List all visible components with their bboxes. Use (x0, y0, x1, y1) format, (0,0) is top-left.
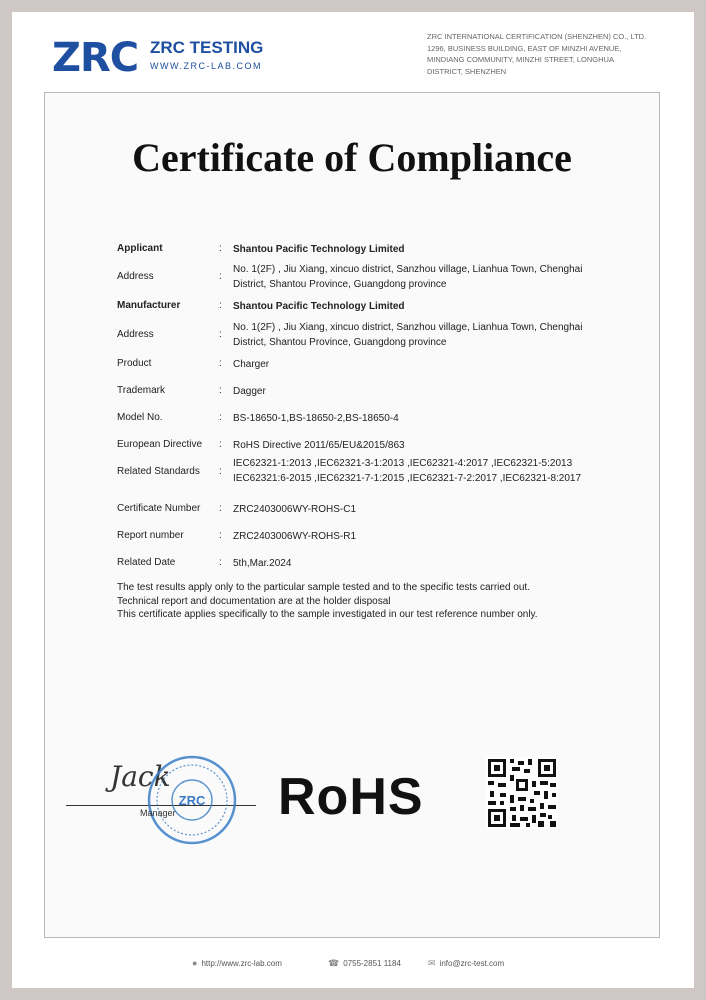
note-line: Technical report and documentation are at the holder disposal (117, 595, 391, 607)
field-value: ZRC2403006WY-ROHS-C1 (233, 504, 357, 515)
field-colon: : (219, 557, 222, 568)
field-colon: : (219, 503, 222, 514)
field-value: Shantou Pacific Technology Limited (233, 301, 405, 312)
field-colon: : (219, 412, 222, 423)
company-line: ZRC INTERNATIONAL CERTIFICATION (SHENZHEN) CO., LTD. (427, 32, 647, 41)
certification-stamp (146, 754, 238, 846)
field-value: BS-18650-1,BS-18650-2,BS-18650-4 (233, 413, 399, 424)
field-value (233, 263, 633, 292)
address-line: No. 1(2F) , Jiu Xiang, xincuo district, Sanzhou village, Lianhua Town, Chenghai (233, 322, 583, 333)
note-line: The test results apply only to the particular sample tested and to the specific tests carried out. (117, 582, 530, 593)
company-logo (52, 36, 272, 86)
field-colon: : (219, 358, 222, 369)
note-line: This certificate applies specifically to the sample investigated in our test reference number only. (117, 609, 538, 620)
field-label: Manufacturer (117, 300, 181, 311)
manager-label: Manager (140, 808, 176, 818)
address-line: District, Shantou Province, Guangdong province (233, 278, 447, 290)
standards-line: IEC62321-1:2013 ,IEC62321-3-1:2013 ,IEC62321-4:2017 ,IEC62321-5:2013 (233, 458, 573, 469)
company-line: DISTRICT, SHENZHEN (427, 66, 507, 76)
field-colon: : (219, 243, 222, 254)
disclaimer-notes (117, 581, 637, 622)
field-value: ZRC2403006WY-ROHS-R1 (233, 531, 357, 542)
field-value (233, 457, 633, 486)
field-label: Applicant (117, 243, 163, 254)
field-colon: : (219, 385, 222, 396)
field-label: Address (117, 271, 154, 282)
field-label: Related Date (117, 557, 176, 568)
email-text: info@zrc-test.com (439, 959, 505, 968)
field-colon: : (219, 329, 222, 340)
field-label: Certificate Number (117, 503, 201, 514)
field-label: Product (117, 358, 152, 369)
field-value: Dagger (233, 386, 266, 397)
logo-mark: ZRC (52, 35, 139, 81)
field-colon: : (219, 300, 222, 311)
footer-email[interactable] (428, 958, 504, 969)
standards-line: IEC62321:6-2015 ,IEC62321-7-1:2015 ,IEC62321-7-2:2017 ,IEC62321-8:2017 (233, 472, 582, 484)
logo-title: ZRC TESTING (150, 38, 264, 57)
field-label: Report number (117, 530, 184, 541)
field-value: Shantou Pacific Technology Limited (233, 244, 405, 255)
field-colon: : (219, 530, 222, 541)
logo-url: WWW.ZRC-LAB.COM (150, 61, 262, 71)
company-address (427, 31, 653, 77)
footer-website[interactable] (192, 958, 282, 968)
website-text: http://www.zrc-lab.com (201, 959, 282, 968)
field-colon: : (219, 271, 222, 282)
footer-phone (328, 958, 401, 969)
company-line: MINDIANG COMMUNITY, MINZHI STREET, LONGHUA (427, 55, 614, 64)
field-label: Related Standards (117, 466, 200, 477)
field-label: Trademark (117, 385, 165, 396)
field-label: Model No. (117, 412, 163, 423)
header (12, 12, 694, 92)
field-colon: : (219, 466, 222, 477)
field-label: Address (117, 329, 154, 340)
field-label: European Directive (117, 439, 203, 450)
phone-text: 0755-2851 1184 (343, 959, 401, 968)
field-value: RoHS Directive 2011/65/EU&2015/863 (233, 440, 405, 451)
certificate-title: Certificate of Compliance (132, 135, 572, 180)
stamp-text: ZRC (178, 793, 206, 808)
address-line: District, Shantou Province, Guangdong province (233, 336, 447, 348)
address-line: No. 1(2F) , Jiu Xiang, xincuo district, Sanzhou village, Lianhua Town, Chenghai (233, 264, 583, 275)
field-value (233, 321, 633, 350)
globe-icon: ● (192, 958, 198, 968)
field-colon: : (219, 439, 222, 450)
qr-code (486, 757, 558, 829)
handwritten-signature: Jack (110, 760, 171, 793)
phone-icon: ☎ (328, 958, 340, 968)
field-value: Charger (233, 359, 270, 370)
mail-icon: ✉ (428, 958, 436, 968)
company-line: 1296, BUSINESS BUILDING, EAST OF MINZHI AVENUE, (427, 43, 622, 53)
field-value: 5th,Mar.2024 (233, 558, 292, 569)
certificate-page (12, 12, 694, 988)
rohs-mark: RoHS (278, 768, 424, 826)
